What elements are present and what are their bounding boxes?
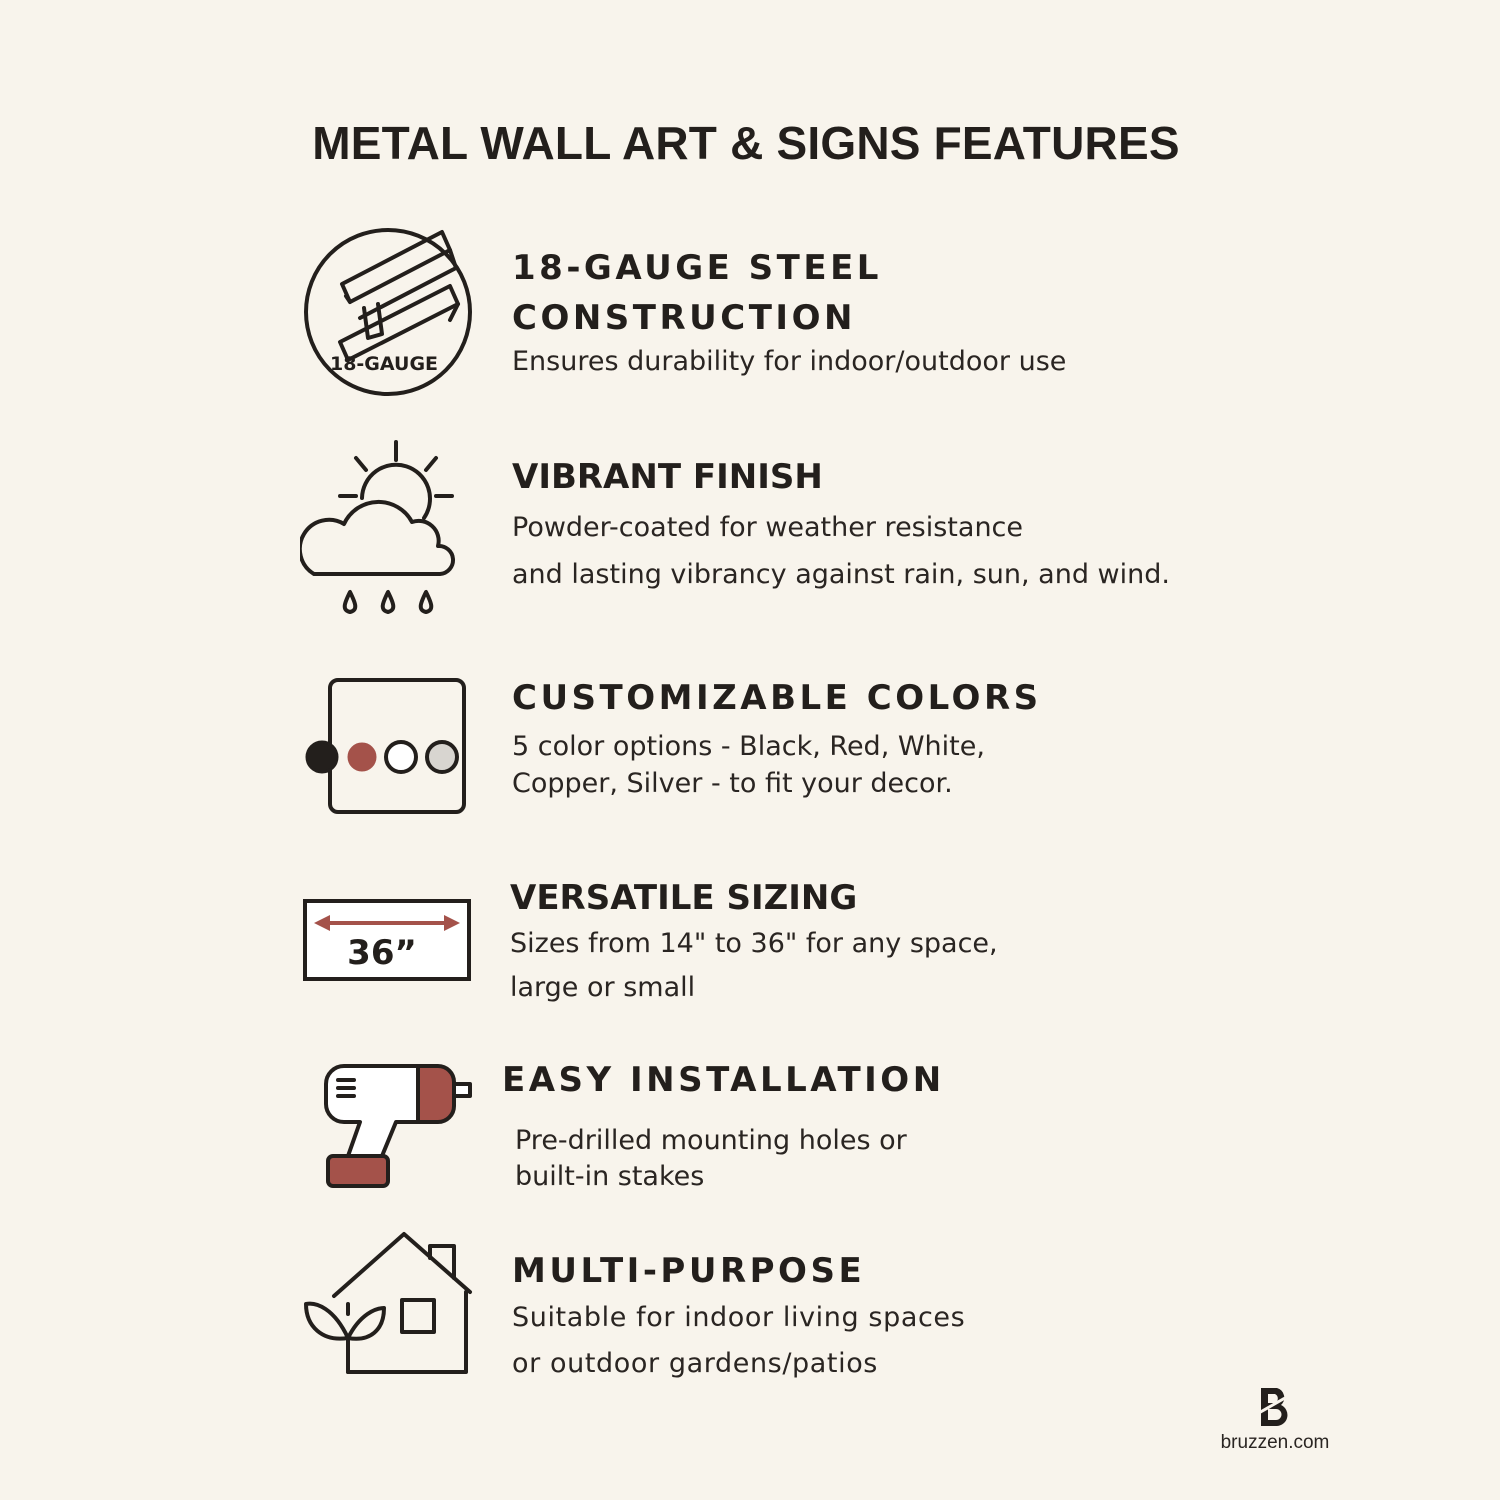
house-plant-icon bbox=[300, 1228, 478, 1378]
feature-title bbox=[512, 243, 882, 343]
steel-beam-icon bbox=[300, 224, 478, 402]
size-label: 36” bbox=[347, 933, 417, 973]
feature-description-line: and lasting vibrancy against rain, sun, and wind. bbox=[512, 559, 1170, 590]
feature-description-line: Powder-coated for weather resistance bbox=[512, 512, 1024, 543]
feature-description-line: Sizes from 14" to 36" for any space, bbox=[510, 928, 998, 959]
feature-description-line: large or small bbox=[510, 972, 696, 1003]
drill-icon bbox=[320, 1060, 476, 1192]
feature-title-line: 18-GAUGE STEEL bbox=[512, 248, 882, 288]
weather-icon bbox=[300, 436, 460, 622]
feature-title: CUSTOMIZABLE COLORS bbox=[512, 678, 1042, 718]
brand-logo bbox=[1210, 1384, 1340, 1454]
feature-description-line: or outdoor gardens/patios bbox=[512, 1348, 878, 1379]
feature-title-line: CONSTRUCTION bbox=[512, 298, 856, 338]
page-title: METAL WALL ART & SIGNS FEATURES bbox=[312, 117, 1180, 169]
feature-title: MULTI-PURPOSE bbox=[512, 1251, 866, 1291]
brand-logo-text: bruzzen.com bbox=[1220, 1432, 1330, 1453]
feature-description-line: Copper, Silver - to fit your decor. bbox=[512, 768, 953, 799]
feature-title: EASY INSTALLATION bbox=[502, 1060, 945, 1100]
size-ruler-icon bbox=[300, 896, 474, 984]
feature-title: VERSATILE SIZING bbox=[510, 878, 858, 918]
color-swatch-icon bbox=[300, 676, 472, 818]
brand-logo-mark-icon bbox=[1255, 1384, 1295, 1430]
feature-description-line: Suitable for indoor living spaces bbox=[512, 1302, 966, 1333]
feature-description-line: built-in stakes bbox=[515, 1161, 705, 1192]
steel-gauge-label: 18-GAUGE bbox=[329, 353, 439, 375]
feature-description: Ensures durability for indoor/outdoor use bbox=[512, 346, 1067, 377]
feature-description-line: 5 color options - Black, Red, White, bbox=[512, 731, 985, 762]
feature-title: VIBRANT FINISH bbox=[512, 457, 823, 497]
feature-description-line: Pre-drilled mounting holes or bbox=[515, 1125, 907, 1156]
